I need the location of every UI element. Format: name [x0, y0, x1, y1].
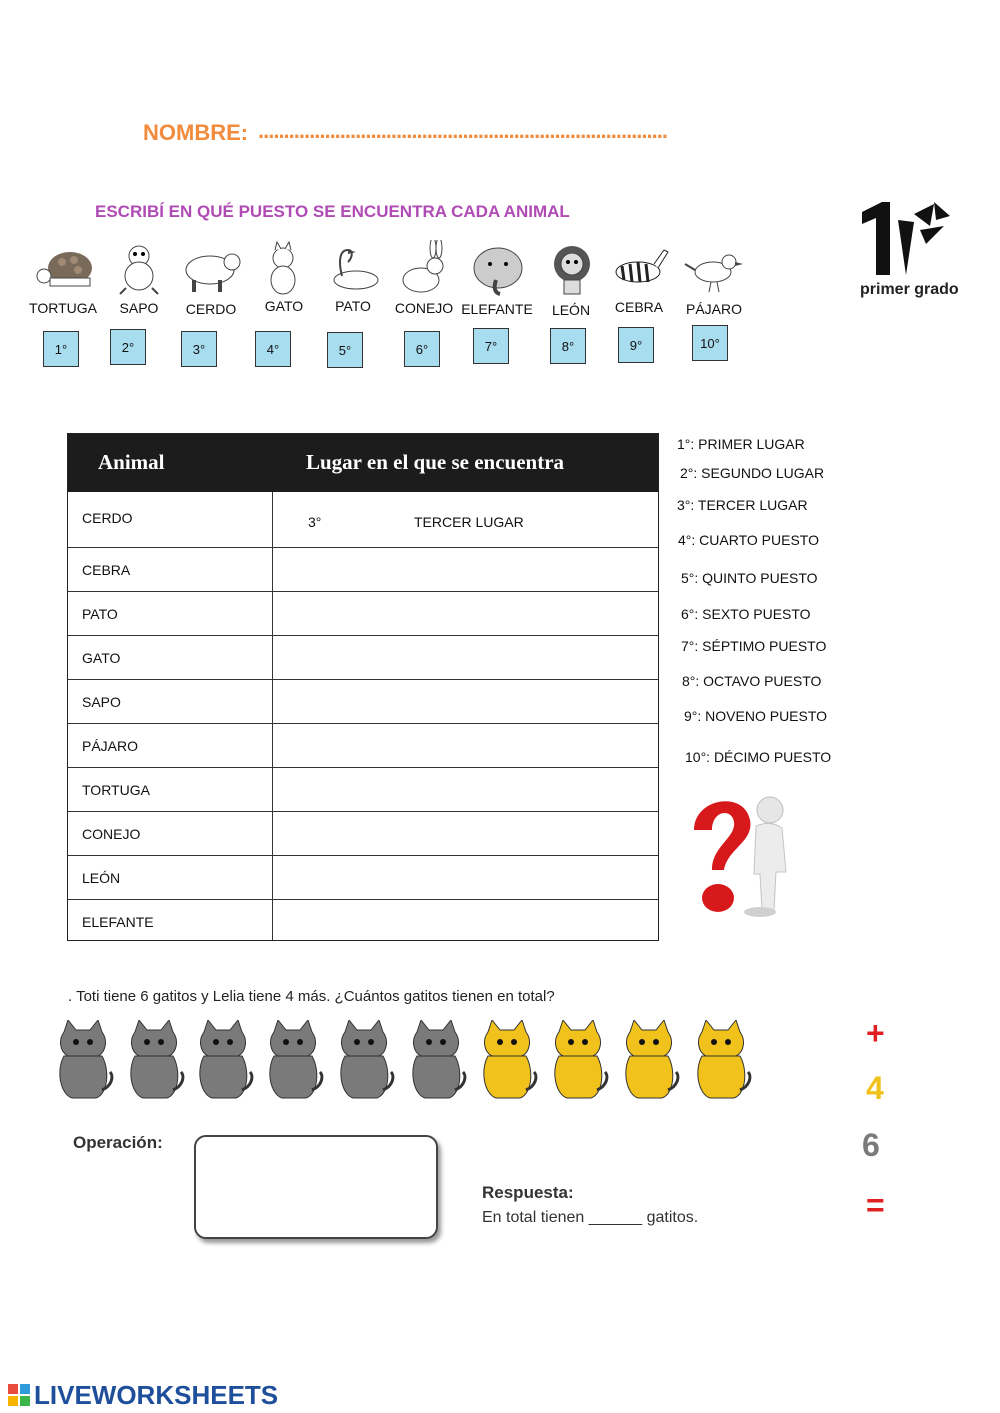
- legend-item: 7°: SÉPTIMO PUESTO: [681, 638, 827, 654]
- strip-animal-name: TORTUGA: [29, 300, 97, 316]
- strip-animal-name: CERDO: [185, 301, 237, 317]
- animal-place-table: [67, 433, 659, 941]
- strip-animal-name: SAPO: [119, 300, 159, 316]
- gray-cat-icon: [405, 1020, 467, 1102]
- number-six: 6: [862, 1127, 880, 1163]
- gray-cat-icon: [123, 1020, 185, 1102]
- nombre-input-line[interactable]: ................................................................................: [258, 118, 667, 143]
- cat-icon: [253, 240, 315, 296]
- rabbit-icon: [393, 240, 455, 296]
- gray-cat-icon: [192, 1020, 254, 1102]
- legend-item: 9°: NOVENO PUESTO: [684, 708, 828, 724]
- table-row: [68, 855, 658, 899]
- row-animal: TORTUGA: [82, 782, 150, 798]
- strip-place-box: 2°: [110, 329, 146, 365]
- row-animal: PÁJARO: [82, 738, 139, 754]
- legend-item: 8°: OCTAVO PUESTO: [682, 673, 822, 689]
- frog-icon: [108, 240, 170, 296]
- legend-item: 6°: SEXTO PUESTO: [681, 606, 811, 622]
- strip-place-box: 8°: [550, 328, 586, 364]
- pig-icon: [180, 240, 242, 296]
- plus-symbol: +: [866, 1015, 885, 1051]
- yellow-cat-icon: [476, 1020, 538, 1102]
- strip-animal-name: LEÓN: [551, 302, 591, 318]
- footer-brand: LIVEWORKSHEETS: [34, 1380, 279, 1410]
- bird-icon: [683, 240, 745, 296]
- header-animal: Animal: [98, 450, 165, 474]
- strip-animal-name: CEBRA: [614, 299, 664, 315]
- table-row: [68, 591, 658, 635]
- yellow-cat-icon: [618, 1020, 680, 1102]
- table-row: [68, 635, 658, 679]
- row-animal: GATO: [82, 650, 121, 666]
- legend-item: 3°: TERCER LUGAR: [677, 497, 808, 513]
- strip-animal-name: CONEJO: [394, 300, 454, 316]
- operation-answer-box[interactable]: [194, 1135, 438, 1239]
- legend-item: 5°: QUINTO PUESTO: [681, 570, 818, 586]
- respuesta-sentence[interactable]: En total tienen ______ gatitos.: [482, 1209, 699, 1226]
- table-row: [68, 679, 658, 723]
- table-header: [68, 434, 658, 492]
- legend-item: 1°: PRIMER LUGAR: [677, 436, 805, 452]
- instruction-text: ESCRIBÍ EN QUÉ PUESTO SE ENCUENTRA CADA ANIMAL: [95, 202, 570, 221]
- strip-place-box: 1°: [43, 331, 79, 367]
- strip-place-box: 10°: [692, 325, 728, 361]
- gray-cat-icon: [262, 1020, 324, 1102]
- header-lugar: Lugar en el que se encuentra: [306, 450, 565, 474]
- strip-place-box: 5°: [327, 332, 363, 368]
- logo-text: primer grado: [860, 281, 959, 298]
- strip-animal-name: GATO: [264, 298, 304, 314]
- legend-item: 4°: CUARTO PUESTO: [678, 532, 819, 548]
- strip-animal-name: PATO: [335, 298, 371, 314]
- row-place-input[interactable]: 3°: [308, 514, 322, 530]
- strip-animal-name: PÁJARO: [685, 301, 742, 317]
- legend-item: 2°: SEGUNDO LUGAR: [680, 465, 825, 481]
- elephant-icon: [466, 240, 528, 296]
- row-animal: SAPO: [82, 694, 121, 710]
- strip-place-box: 9°: [618, 327, 654, 363]
- row-animal: ELEFANTE: [82, 914, 154, 930]
- liveworksheets-logo-icon: [8, 1384, 30, 1406]
- strip-place-box: 6°: [404, 331, 440, 367]
- table-row: [68, 492, 658, 547]
- table-row: [68, 723, 658, 767]
- duck-icon: [322, 240, 384, 296]
- turtle-icon: [32, 240, 94, 296]
- strip-animal-name: ELEFANTE: [461, 301, 533, 317]
- row-animal: PATO: [82, 606, 118, 622]
- legend-item: 10°: DÉCIMO PUESTO: [685, 749, 832, 765]
- table-row: [68, 767, 658, 811]
- zebra-icon: [608, 240, 670, 296]
- nombre-label: NOMBRE:: [143, 120, 249, 145]
- respuesta-label: Respuesta:: [482, 1183, 574, 1202]
- gray-cat-icon: [333, 1020, 395, 1102]
- row-animal: LEÓN: [82, 870, 121, 886]
- strip-place-box: 7°: [473, 328, 509, 364]
- row-animal: CONEJO: [82, 826, 141, 842]
- table-row: [68, 811, 658, 855]
- row-animal: CERDO: [82, 510, 133, 526]
- problem-statement: . Toti tiene 6 gatitos y Lelia tiene 4 más. ¿Cuántos gatitos tienen en total?: [68, 988, 555, 1005]
- strip-place-box: 3°: [181, 331, 217, 367]
- operacion-label: Operación:: [73, 1133, 163, 1152]
- table-row: [68, 899, 658, 942]
- number-four: 4: [866, 1070, 884, 1106]
- yellow-cat-icon: [547, 1020, 609, 1102]
- yellow-cat-icon: [690, 1020, 752, 1102]
- equals-symbol: =: [866, 1187, 885, 1223]
- row-place-word[interactable]: TERCER LUGAR: [414, 514, 524, 530]
- row-animal: CEBRA: [82, 562, 131, 578]
- lion-icon: [540, 240, 602, 296]
- gray-cat-icon: [52, 1020, 114, 1102]
- table-row: [68, 547, 658, 591]
- strip-place-box: 4°: [255, 331, 291, 367]
- question-figure-icon: [684, 790, 804, 920]
